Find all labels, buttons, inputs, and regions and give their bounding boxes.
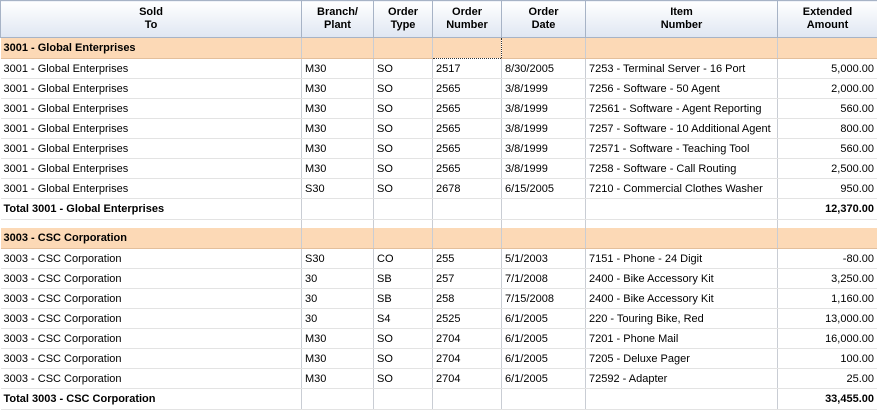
grid-body — [1, 38, 877, 410]
cell-order-type[interactable]: SO — [374, 99, 433, 119]
cell-item-number[interactable]: 72592 - Adapter — [586, 369, 778, 389]
column-header-order-number[interactable]: Order Number — [433, 1, 502, 38]
group-total-empty — [502, 389, 586, 410]
group-total-amount: 33,455.00 — [778, 389, 877, 410]
cell-order-type[interactable]: SO — [374, 159, 433, 179]
spacer-cell — [502, 220, 586, 229]
cell-item-number[interactable]: 7201 - Phone Mail — [586, 329, 778, 349]
cell-extended-amount[interactable]: 100.00 — [778, 349, 877, 369]
cell-order-date[interactable]: 6/15/2005 — [502, 179, 586, 199]
cell-item-number[interactable]: 7253 - Terminal Server - 16 Port — [586, 59, 778, 79]
header-row — [1, 1, 877, 38]
group-total-empty — [302, 389, 374, 410]
group-header-cell[interactable] — [586, 38, 778, 59]
table-row[interactable] — [1, 79, 877, 99]
cell-order-date[interactable]: 3/8/1999 — [502, 119, 586, 139]
group-header-cell[interactable] — [374, 38, 433, 59]
column-header-order-type[interactable]: Order Type — [374, 1, 433, 38]
cell-sold-to[interactable]: 3003 - CSC Corporation — [1, 269, 302, 289]
cell-sold-to[interactable]: 3003 - CSC Corporation — [1, 289, 302, 309]
cell-extended-amount[interactable]: 13,000.00 — [778, 309, 877, 329]
group-total-amount: 12,370.00 — [778, 199, 877, 220]
table-row[interactable] — [1, 159, 877, 179]
cell-order-date[interactable]: 3/8/1999 — [502, 159, 586, 179]
cell-order-type[interactable]: CO — [374, 249, 433, 269]
table-row[interactable] — [1, 309, 877, 329]
cell-order-type[interactable]: SO — [374, 79, 433, 99]
cell-item-number[interactable]: 7257 - Software - 10 Additional Agent — [586, 119, 778, 139]
cell-order-type[interactable]: SO — [374, 329, 433, 349]
group-total-row[interactable] — [1, 389, 877, 410]
cell-order-type[interactable]: SO — [374, 119, 433, 139]
table-row[interactable] — [1, 179, 877, 199]
cell-order-number[interactable]: 2565 — [433, 159, 502, 179]
cell-branch[interactable]: S30 — [302, 179, 374, 199]
group-total-empty — [302, 199, 374, 220]
cell-branch[interactable]: M30 — [302, 139, 374, 159]
cell-item-number[interactable]: 2400 - Bike Accessory Kit — [586, 289, 778, 309]
cell-order-date[interactable]: 6/1/2005 — [502, 309, 586, 329]
group-header-cell[interactable] — [502, 38, 586, 59]
cell-sold-to[interactable]: 3003 - CSC Corporation — [1, 349, 302, 369]
cell-sold-to[interactable]: 3003 - CSC Corporation — [1, 309, 302, 329]
group-header-cell[interactable] — [502, 228, 586, 249]
cell-sold-to[interactable]: 3001 - Global Enterprises — [1, 99, 302, 119]
cell-extended-amount[interactable]: 560.00 — [778, 139, 877, 159]
cell-order-date[interactable]: 7/15/2008 — [502, 289, 586, 309]
cell-order-number[interactable]: 2565 — [433, 79, 502, 99]
table-row[interactable] — [1, 349, 877, 369]
cell-branch[interactable]: M30 — [302, 99, 374, 119]
cell-order-date[interactable]: 8/30/2005 — [502, 59, 586, 79]
cell-order-date[interactable]: 3/8/1999 — [502, 79, 586, 99]
spacer-cell — [374, 220, 433, 229]
table-row[interactable] — [1, 99, 877, 119]
cell-order-date[interactable]: 6/1/2005 — [502, 349, 586, 369]
group-total-row[interactable] — [1, 199, 877, 220]
cell-item-number[interactable]: 7205 - Deluxe Pager — [586, 349, 778, 369]
cell-extended-amount[interactable]: 1,160.00 — [778, 289, 877, 309]
cell-order-type[interactable]: SO — [374, 59, 433, 79]
group-total-empty — [433, 389, 502, 410]
cell-sold-to[interactable]: 3003 - CSC Corporation — [1, 249, 302, 269]
cell-branch[interactable]: M30 — [302, 329, 374, 349]
cell-item-number[interactable]: 7151 - Phone - 24 Digit — [586, 249, 778, 269]
cell-item-number[interactable]: 72571 - Software - Teaching Tool — [586, 139, 778, 159]
cell-order-type[interactable]: SO — [374, 349, 433, 369]
cell-order-date[interactable]: 6/1/2005 — [502, 329, 586, 349]
cell-item-number[interactable]: 72561 - Software - Agent Reporting — [586, 99, 778, 119]
table-row[interactable] — [1, 329, 877, 349]
spacer-cell — [302, 220, 374, 229]
group-header-cell[interactable] — [374, 228, 433, 249]
cell-order-type[interactable]: SO — [374, 139, 433, 159]
table-row[interactable] — [1, 119, 877, 139]
group-header-cell[interactable] — [586, 228, 778, 249]
cell-order-number[interactable]: 2678 — [433, 179, 502, 199]
group-total-label: Total 3003 - CSC Corporation — [1, 389, 302, 410]
cell-order-number[interactable]: 2565 — [433, 139, 502, 159]
table-row[interactable] — [1, 139, 877, 159]
spacer-cell — [778, 220, 877, 229]
cell-order-number[interactable]: 2565 — [433, 119, 502, 139]
group-header-cell[interactable] — [433, 38, 502, 59]
column-header-item-number[interactable]: Item Number — [586, 1, 778, 38]
table-row[interactable] — [1, 59, 877, 79]
cell-extended-amount[interactable]: 560.00 — [778, 99, 877, 119]
cell-sold-to[interactable]: 3001 - Global Enterprises — [1, 79, 302, 99]
cell-order-date[interactable]: 3/8/1999 — [502, 99, 586, 119]
cell-sold-to[interactable]: 3001 - Global Enterprises — [1, 159, 302, 179]
cell-branch[interactable]: M30 — [302, 349, 374, 369]
cell-order-number[interactable]: 2565 — [433, 99, 502, 119]
cell-order-number[interactable]: 2704 — [433, 369, 502, 389]
cell-order-type[interactable]: S4 — [374, 309, 433, 329]
cell-order-date[interactable]: 5/1/2003 — [502, 249, 586, 269]
column-header-sold-to[interactable]: Sold To — [1, 1, 302, 38]
cell-branch[interactable]: M30 — [302, 59, 374, 79]
cell-extended-amount[interactable]: 950.00 — [778, 179, 877, 199]
column-header-extended-amount[interactable]: Extended Amount — [778, 1, 877, 38]
cell-order-type[interactable]: SO — [374, 179, 433, 199]
cell-order-type[interactable]: SO — [374, 369, 433, 389]
table-row[interactable] — [1, 269, 877, 289]
column-header-branch-plant[interactable]: Branch/ Plant — [302, 1, 374, 38]
group-header-label: 3003 - CSC Corporation — [1, 228, 302, 249]
spacer-cell — [433, 220, 502, 229]
group-header-row[interactable] — [1, 228, 877, 249]
group-header-label: 3001 - Global Enterprises — [1, 38, 302, 59]
cell-item-number[interactable]: 220 - Touring Bike, Red — [586, 309, 778, 329]
cell-sold-to[interactable]: 3001 - Global Enterprises — [1, 179, 302, 199]
cell-branch[interactable]: M30 — [302, 369, 374, 389]
cell-order-number[interactable]: 258 — [433, 289, 502, 309]
group-header-cell[interactable] — [302, 228, 374, 249]
group-spacer-row — [1, 220, 877, 229]
group-header-cell[interactable] — [778, 38, 877, 59]
cell-order-type[interactable]: SB — [374, 289, 433, 309]
group-total-empty — [586, 389, 778, 410]
group-total-label: Total 3001 - Global Enterprises — [1, 199, 302, 220]
cell-sold-to[interactable]: 3001 - Global Enterprises — [1, 119, 302, 139]
cell-item-number[interactable]: 7256 - Software - 50 Agent — [586, 79, 778, 99]
cell-item-number[interactable]: 2400 - Bike Accessory Kit — [586, 269, 778, 289]
cell-branch[interactable]: M30 — [302, 159, 374, 179]
cell-order-number[interactable]: 255 — [433, 249, 502, 269]
cell-order-date[interactable]: 3/8/1999 — [502, 139, 586, 159]
group-header-cell[interactable] — [433, 228, 502, 249]
group-header-row[interactable] — [1, 38, 877, 59]
group-header-cell[interactable] — [302, 38, 374, 59]
group-total-empty — [374, 389, 433, 410]
spacer-cell — [586, 220, 778, 229]
column-header-order-date[interactable]: Order Date — [502, 1, 586, 38]
cell-extended-amount[interactable]: 2,000.00 — [778, 79, 877, 99]
cell-sold-to[interactable]: 3001 - Global Enterprises — [1, 139, 302, 159]
cell-order-date[interactable]: 7/1/2008 — [502, 269, 586, 289]
table-row[interactable] — [1, 289, 877, 309]
table-row[interactable] — [1, 369, 877, 389]
cell-extended-amount[interactable]: 3,250.00 — [778, 269, 877, 289]
cell-order-number[interactable]: 2517 — [433, 59, 502, 79]
cell-branch[interactable]: M30 — [302, 79, 374, 99]
cell-item-number[interactable]: 7210 - Commercial Clothes Washer — [586, 179, 778, 199]
cell-extended-amount[interactable]: 16,000.00 — [778, 329, 877, 349]
cell-sold-to[interactable]: 3003 - CSC Corporation — [1, 329, 302, 349]
group-total-empty — [374, 199, 433, 220]
group-total-empty — [586, 199, 778, 220]
cell-order-number[interactable]: 2704 — [433, 329, 502, 349]
cell-order-date[interactable]: 6/1/2005 — [502, 369, 586, 389]
cell-extended-amount[interactable]: 25.00 — [778, 369, 877, 389]
cell-branch[interactable]: 30 — [302, 289, 374, 309]
cell-order-number[interactable]: 257 — [433, 269, 502, 289]
group-total-empty — [433, 199, 502, 220]
cell-extended-amount[interactable]: 800.00 — [778, 119, 877, 139]
cell-branch[interactable]: S30 — [302, 249, 374, 269]
table-row[interactable] — [1, 249, 877, 269]
group-total-empty — [502, 199, 586, 220]
cell-item-number[interactable]: 7258 - Software - Call Routing — [586, 159, 778, 179]
cell-order-type[interactable]: SB — [374, 269, 433, 289]
cell-order-number[interactable]: 2704 — [433, 349, 502, 369]
cell-branch[interactable]: M30 — [302, 119, 374, 139]
cell-sold-to[interactable]: 3001 - Global Enterprises — [1, 59, 302, 79]
cell-branch[interactable]: 30 — [302, 309, 374, 329]
cell-sold-to[interactable]: 3003 - CSC Corporation — [1, 369, 302, 389]
cell-order-number[interactable]: 2525 — [433, 309, 502, 329]
cell-extended-amount[interactable]: -80.00 — [778, 249, 877, 269]
cell-branch[interactable]: 30 — [302, 269, 374, 289]
group-header-cell[interactable] — [778, 228, 877, 249]
cell-extended-amount[interactable]: 5,000.00 — [778, 59, 877, 79]
cell-extended-amount[interactable]: 2,500.00 — [778, 159, 877, 179]
spacer-cell — [1, 220, 302, 229]
